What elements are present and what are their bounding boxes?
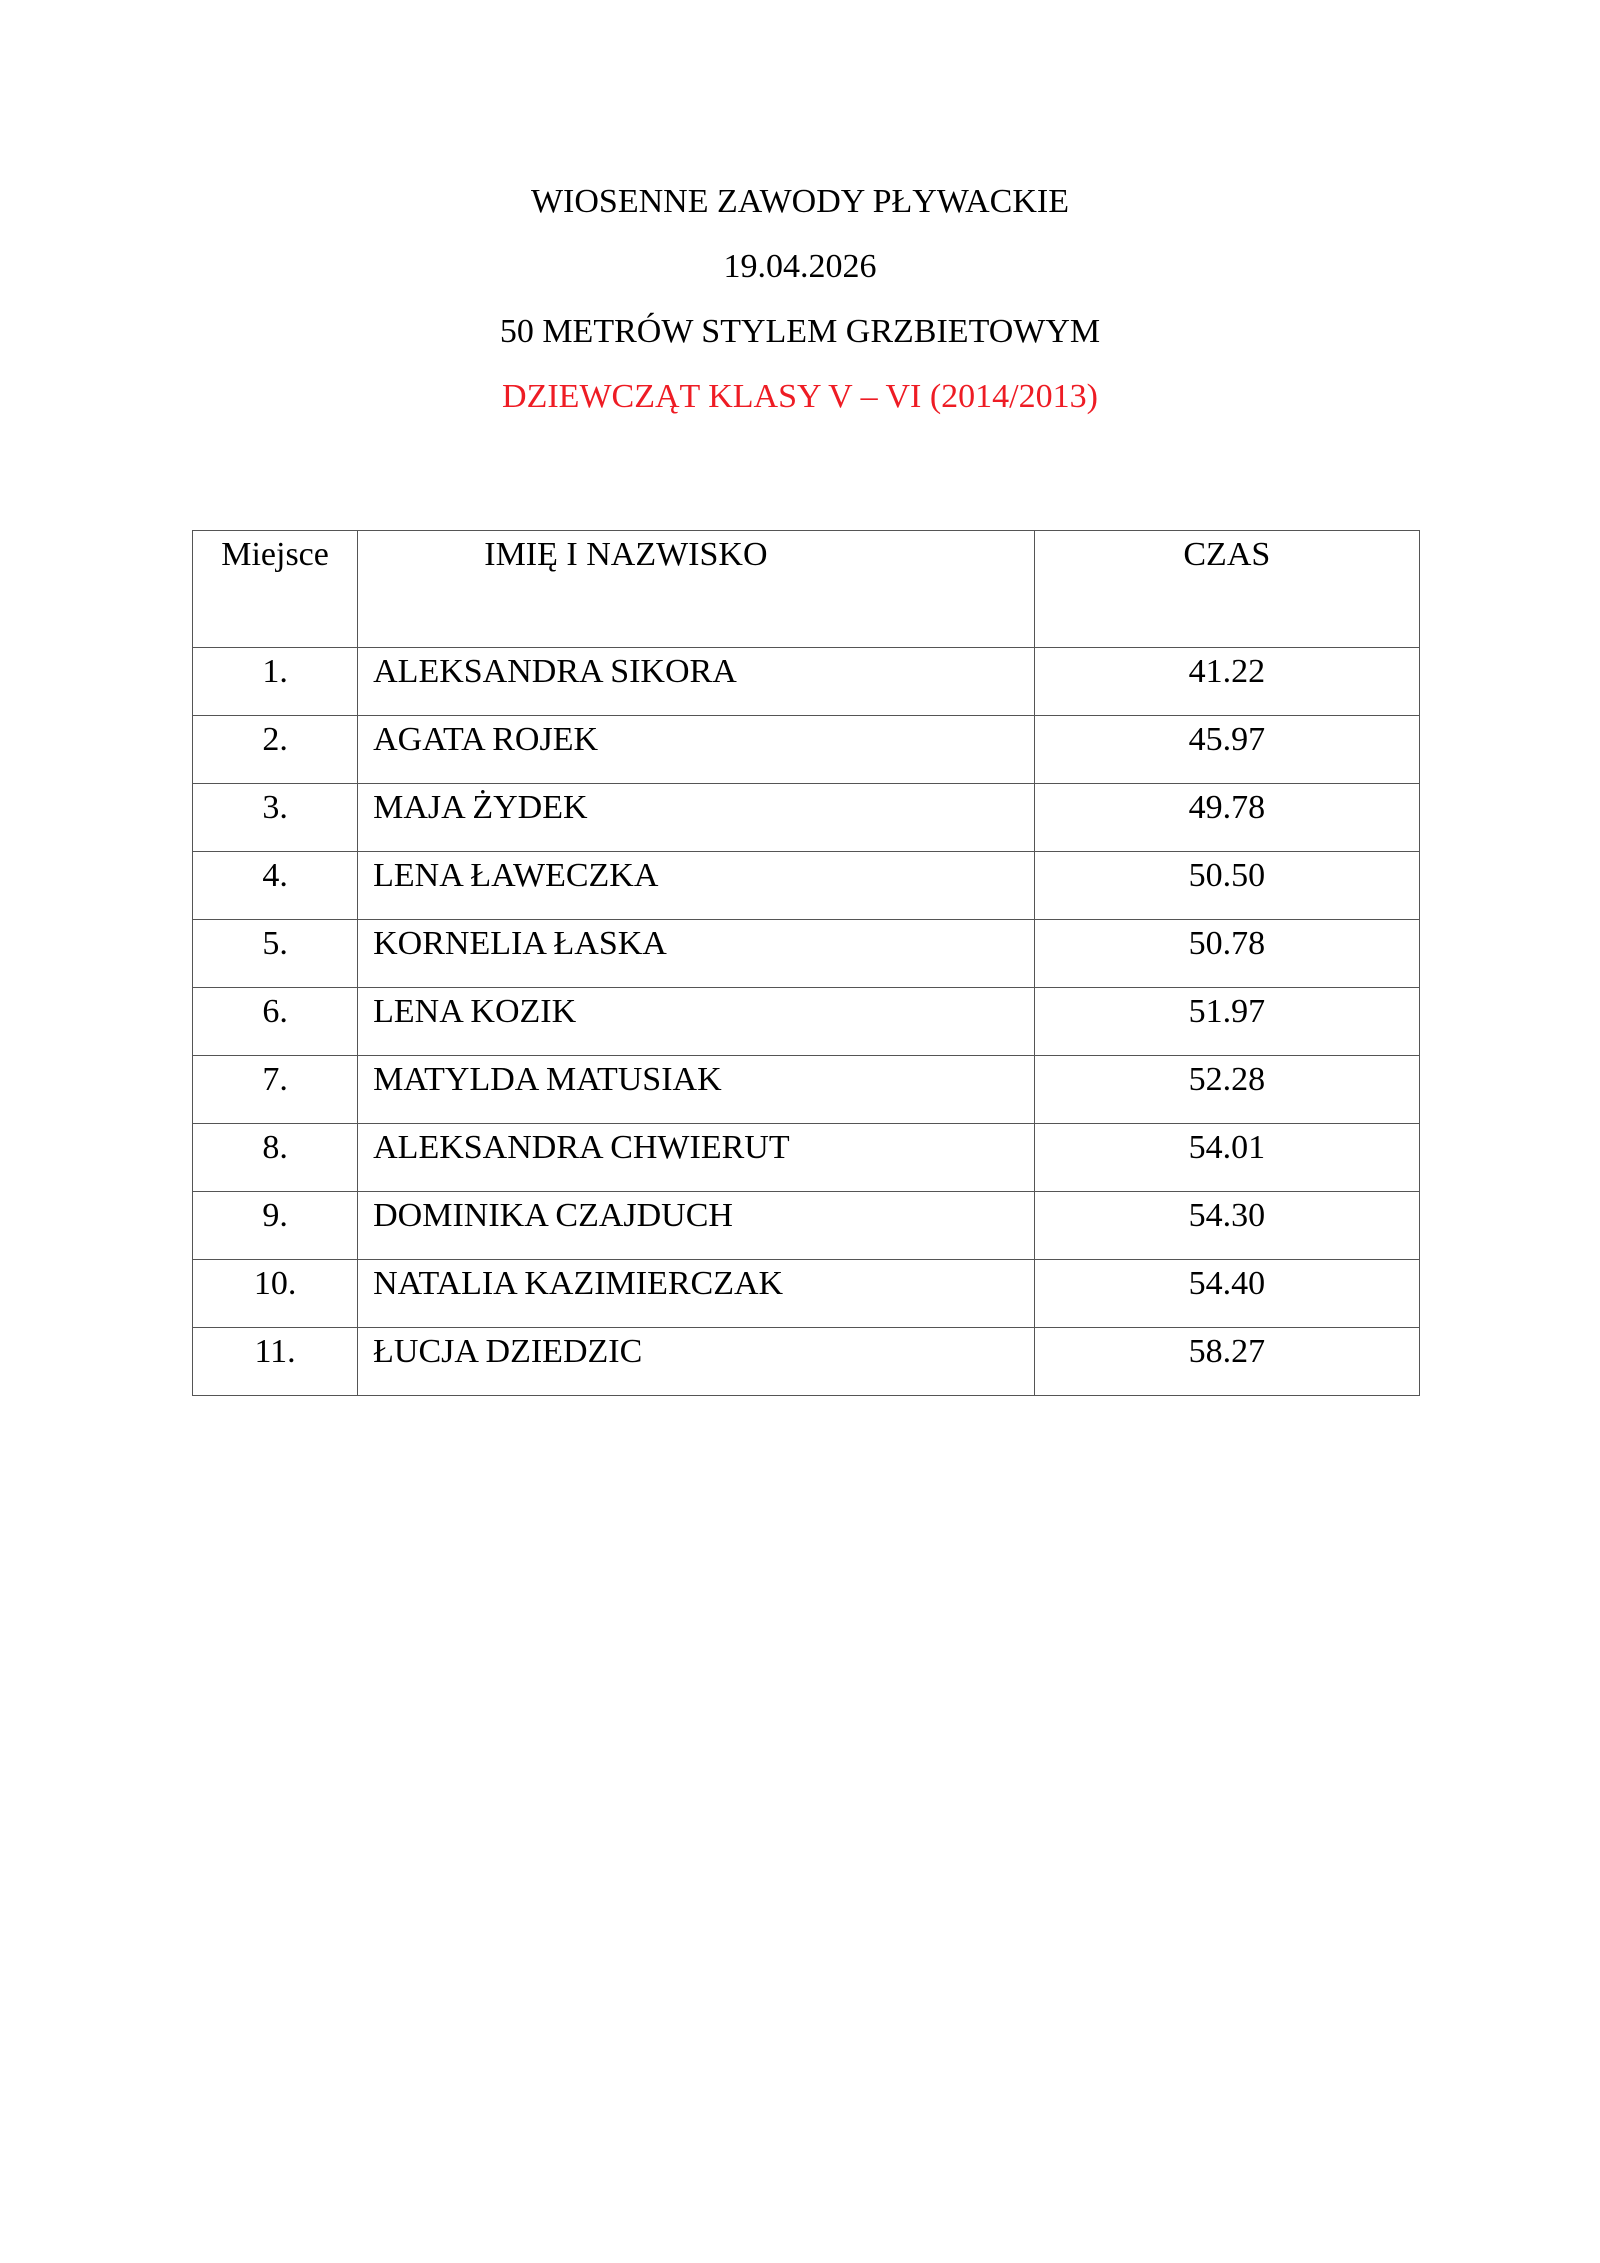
place-cell: 3. (193, 784, 358, 852)
table-row (193, 648, 1420, 716)
time-cell: 50.50 (1034, 852, 1419, 920)
name-cell: NATALIA KAZIMIERCZAK (358, 1260, 1035, 1328)
time-cell: 54.30 (1034, 1192, 1419, 1260)
name-cell: DOMINIKA CZAJDUCH (358, 1192, 1035, 1260)
table-row (193, 1328, 1420, 1396)
name-cell: LENA ŁAWECZKA (358, 852, 1035, 920)
table-header-row (193, 531, 1420, 648)
document-header (0, 185, 1600, 445)
name-cell: MAJA ŻYDEK (358, 784, 1035, 852)
time-cell: 45.97 (1034, 716, 1419, 784)
column-header-place: Miejsce (193, 531, 358, 648)
competition-title: WIOSENNE ZAWODY PŁYWACKIE (530, 183, 1070, 220)
name-cell: ALEKSANDRA SIKORA (358, 648, 1035, 716)
event-name: 50 METRÓW STYLEM GRZBIETOWYM (499, 313, 1101, 350)
time-cell: 51.97 (1034, 988, 1419, 1056)
place-cell: 4. (193, 852, 358, 920)
place-cell: 9. (193, 1192, 358, 1260)
table-row (193, 716, 1420, 784)
name-cell: LENA KOZIK (358, 988, 1035, 1056)
place-cell: 7. (193, 1056, 358, 1124)
name-cell: KORNELIA ŁASKA (358, 920, 1035, 988)
name-cell: ALEKSANDRA CHWIERUT (358, 1124, 1035, 1192)
results-table (192, 530, 1420, 1396)
time-cell: 41.22 (1034, 648, 1419, 716)
time-cell: 54.40 (1034, 1260, 1419, 1328)
place-cell: 1. (193, 648, 358, 716)
name-cell: AGATA ROJEK (358, 716, 1035, 784)
table-row (193, 784, 1420, 852)
table-row (193, 852, 1420, 920)
time-cell: 58.27 (1034, 1328, 1419, 1396)
time-cell: 52.28 (1034, 1056, 1419, 1124)
column-header-name: IMIĘ I NAZWISKO (358, 531, 1035, 648)
table-row (193, 1124, 1420, 1192)
place-cell: 11. (193, 1328, 358, 1396)
category-name: DZIEWCZĄT KLASY V – VI (2014/2013) (502, 378, 1098, 415)
table-row (193, 920, 1420, 988)
column-header-time: CZAS (1034, 531, 1419, 648)
place-cell: 6. (193, 988, 358, 1056)
time-cell: 49.78 (1034, 784, 1419, 852)
time-cell: 54.01 (1034, 1124, 1419, 1192)
table-row (193, 1056, 1420, 1124)
table-row (193, 1192, 1420, 1260)
table-row (193, 1260, 1420, 1328)
name-cell: MATYLDA MATUSIAK (358, 1056, 1035, 1124)
place-cell: 8. (193, 1124, 358, 1192)
table-row (193, 988, 1420, 1056)
place-cell: 5. (193, 920, 358, 988)
competition-date: 19.04.2026 (723, 248, 877, 285)
time-cell: 50.78 (1034, 920, 1419, 988)
name-cell: ŁUCJA DZIEDZIC (358, 1328, 1035, 1396)
place-cell: 10. (193, 1260, 358, 1328)
place-cell: 2. (193, 716, 358, 784)
